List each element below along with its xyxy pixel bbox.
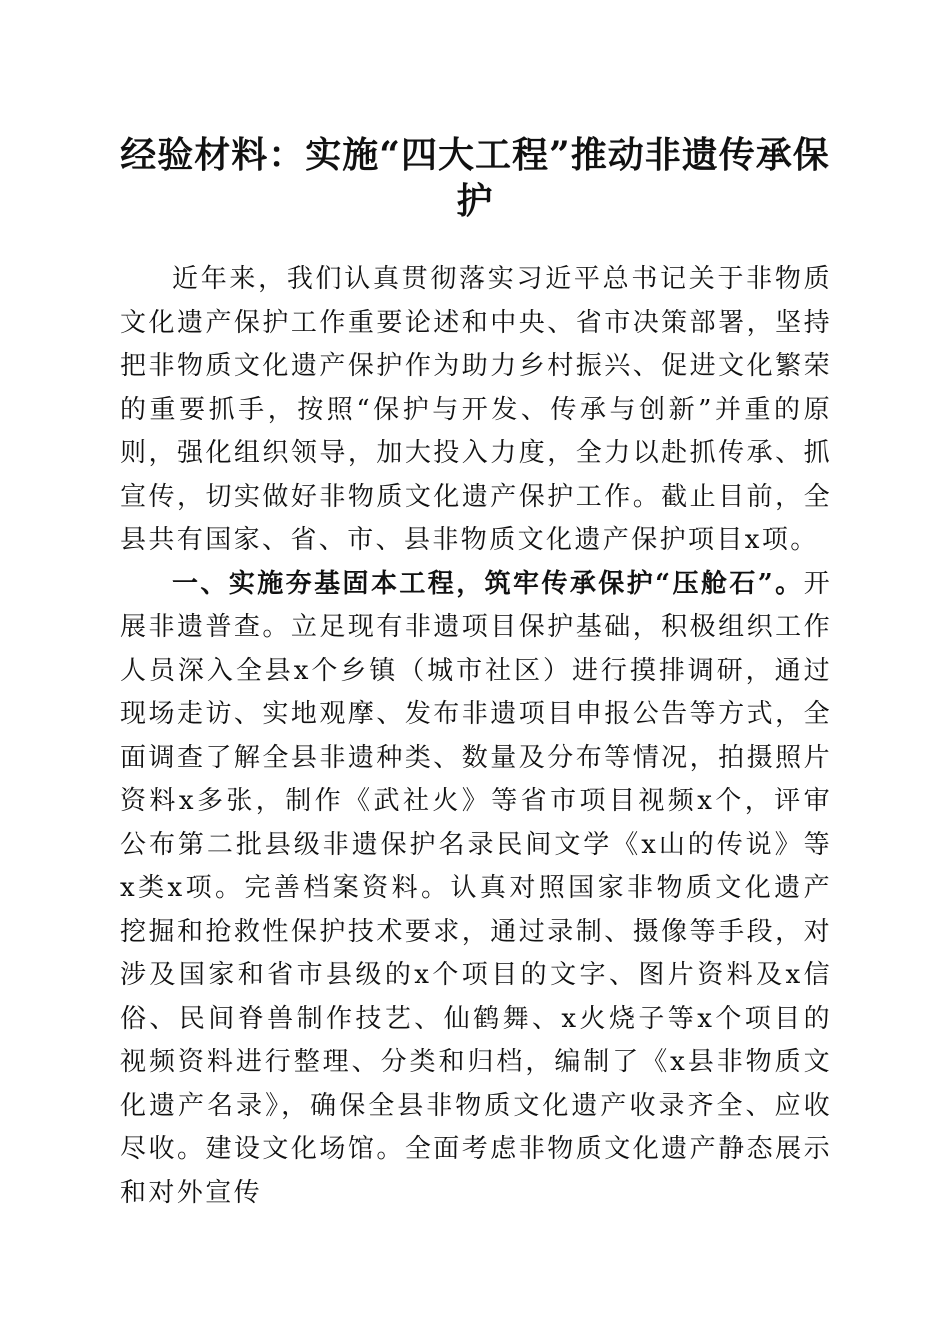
paragraph-text: 开展非遗普查。立足现有非遗项目保护基础，积极组织工作人员深入全县x个乡镇（城市社区）进行摸排调研，通过现场走访、实地观摩、发布非遗项目申报公告等方式，全面调查了解全县非遗种类、数量及分布等情况，拍摄照片资料x多张，制作《武社火》等省市项目视频x个，评审公布第二批县级非遗保护名录民间文学《x山的传说》等x类x项。完善档案资料。认真对照国家非物质文化遗产挖掘和抢救性保护技术要求，通过录制、摄像等手段，对涉及国家和省市县级的x个项目的文字、图片资料及x信俗、民间脊兽制作技艺、仙鹤舞、x火烧子等x个项目的视频资料进行整理、分类和归档，编制了《x县非物质文化遗产名录》，确保全县非物质文化遗产收录齐全、应收尽收。建设文化场馆。全面考虑非物质文化遗产静态展示和对外宣传 bbox=[120, 568, 832, 1208]
paragraph-intro bbox=[120, 258, 832, 563]
document-body bbox=[120, 258, 832, 1215]
document-title: 经验材料：实施“四大工程”推动非遗传承保护 bbox=[120, 134, 830, 222]
paragraph-text: 近年来，我们认真贯彻落实习近平总书记关于非物质文化遗产保护工作重要论述和中央、省市决策部署，坚持把非物质文化遗产保护作为助力乡村振兴、促进文化繁荣的重要抓手，按照“保护与开发、传承与创新”并重的原则，强化组织领导，加大投入力度，全力以赴抓传承、抓宣传，切实做好非物质文化遗产保护工作。截止目前，全县共有国家、省、市、县非物质文化遗产保护项目x项。 bbox=[120, 264, 832, 555]
section-heading: 一、实施夯基固本工程，筑牢传承保护“压舱石”。 bbox=[172, 568, 804, 599]
paragraph-section-1 bbox=[120, 563, 832, 1216]
